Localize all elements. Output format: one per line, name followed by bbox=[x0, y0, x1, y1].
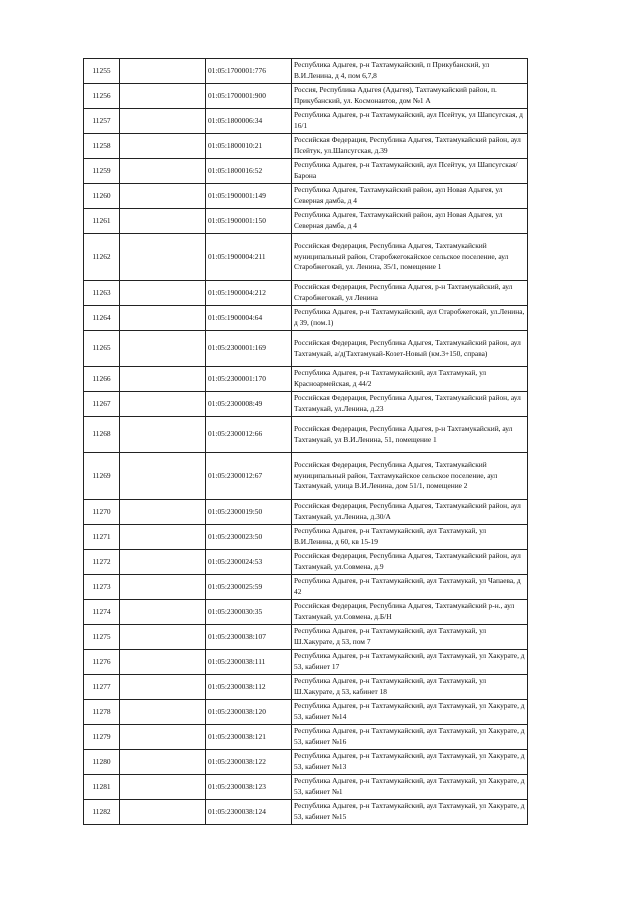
empty-cell bbox=[120, 417, 206, 453]
address-cell: Республика Адыгея, р-н Тахтамукайский, аул Тахтамукай, ул Хакурате, д 53, кабинет 17 bbox=[292, 650, 528, 675]
empty-cell bbox=[120, 600, 206, 625]
row-number-cell: 11265 bbox=[84, 331, 120, 367]
cadastral-number-cell: 01:05:2300038:107 bbox=[206, 625, 292, 650]
address-cell: Республика Адыгея, р-н Тахтамукайский, аул Тахтамукай, ул Чапаева, д 42 bbox=[292, 575, 528, 600]
cadastral-number-cell: 01:05:2300038:120 bbox=[206, 700, 292, 725]
row-number-cell: 11269 bbox=[84, 453, 120, 500]
table-row bbox=[84, 59, 528, 84]
address-cell: Российская Федерация, Республика Адыгея, Тахтамукайский район, аул Тахтамукай, ул.Совмена, д.9 bbox=[292, 550, 528, 575]
empty-cell bbox=[120, 550, 206, 575]
table-row bbox=[84, 675, 528, 700]
row-number-cell: 11282 bbox=[84, 800, 120, 825]
table-row bbox=[84, 600, 528, 625]
cadastral-number-cell: 01:05:2300038:122 bbox=[206, 750, 292, 775]
table-row bbox=[84, 550, 528, 575]
table-row bbox=[84, 281, 528, 306]
empty-cell bbox=[120, 306, 206, 331]
table-row bbox=[84, 650, 528, 675]
row-number-cell: 11280 bbox=[84, 750, 120, 775]
cadastral-number-cell: 01:05:1800006:34 bbox=[206, 109, 292, 134]
cadastral-number-cell: 01:05:2300001:170 bbox=[206, 367, 292, 392]
address-cell: Российская Федерация, Республика Адыгея, Тахтамукайский район, аул Тахтамукай, ул.Ленина, д.30/А bbox=[292, 500, 528, 525]
cadastral-number-cell: 01:05:2300030:35 bbox=[206, 600, 292, 625]
table-row bbox=[84, 625, 528, 650]
table-row bbox=[84, 209, 528, 234]
row-number-cell: 11274 bbox=[84, 600, 120, 625]
cadastral-number-cell: 01:05:2300023:50 bbox=[206, 525, 292, 550]
empty-cell bbox=[120, 367, 206, 392]
table-row bbox=[84, 500, 528, 525]
property-table bbox=[83, 58, 528, 825]
cadastral-number-cell: 01:05:2300038:112 bbox=[206, 675, 292, 700]
cadastral-number-cell: 01:05:1800016:52 bbox=[206, 159, 292, 184]
row-number-cell: 11281 bbox=[84, 775, 120, 800]
empty-cell bbox=[120, 159, 206, 184]
cadastral-number-cell: 01:05:2300012:67 bbox=[206, 453, 292, 500]
cadastral-number-cell: 01:05:1800010:21 bbox=[206, 134, 292, 159]
address-cell: Российская Федерация, Республика Адыгея, Тахтамукайский район, аул Тахтамукай, а/д(Тахтамукай-Козет-Новый (км.3+150, справа) bbox=[292, 331, 528, 367]
property-table-body bbox=[84, 59, 528, 825]
table-row bbox=[84, 367, 528, 392]
row-number-cell: 11263 bbox=[84, 281, 120, 306]
address-cell: Республика Адыгея, р-н Тахтамукайский, аул Тахтамукай, ул В.И.Ленина, д 60, кв 15-19 bbox=[292, 525, 528, 550]
cadastral-number-cell: 01:05:2300025:59 bbox=[206, 575, 292, 600]
table-row bbox=[84, 775, 528, 800]
row-number-cell: 11268 bbox=[84, 417, 120, 453]
cadastral-number-cell: 01:05:1700001:900 bbox=[206, 84, 292, 109]
row-number-cell: 11273 bbox=[84, 575, 120, 600]
row-number-cell: 11261 bbox=[84, 209, 120, 234]
table-row bbox=[84, 306, 528, 331]
address-cell: Российская Федерация, Республика Адыгея, Тахтамукайский р-н., аул Тахтамукай, ул.Совмена, д.Б/Н bbox=[292, 600, 528, 625]
empty-cell bbox=[120, 500, 206, 525]
row-number-cell: 11279 bbox=[84, 725, 120, 750]
empty-cell bbox=[120, 525, 206, 550]
address-cell: Российская Федерация, Республика Адыгея, р-н Тахтамукайский, аул Старобжегокай, ул Ленина bbox=[292, 281, 528, 306]
cadastral-number-cell: 01:05:1900001:149 bbox=[206, 184, 292, 209]
empty-cell bbox=[120, 750, 206, 775]
empty-cell bbox=[120, 134, 206, 159]
row-number-cell: 11267 bbox=[84, 392, 120, 417]
cadastral-number-cell: 01:05:2300038:111 bbox=[206, 650, 292, 675]
empty-cell bbox=[120, 281, 206, 306]
cadastral-number-cell: 01:05:2300019:50 bbox=[206, 500, 292, 525]
cadastral-number-cell: 01:05:2300038:121 bbox=[206, 725, 292, 750]
row-number-cell: 11257 bbox=[84, 109, 120, 134]
empty-cell bbox=[120, 453, 206, 500]
row-number-cell: 11271 bbox=[84, 525, 120, 550]
address-cell: Республика Адыгея, р-н Тахтамукайский, аул Тахтамукай, ул Хакурате, д 53, кабинет №15 bbox=[292, 800, 528, 825]
address-cell: Россия, Республика Адыгея (Адыгея), Тахтамукайский район, п. Прикубанский, ул. Космонавтов, дом №1 А bbox=[292, 84, 528, 109]
cadastral-number-cell: 01:05:2300038:123 bbox=[206, 775, 292, 800]
address-cell: Республика Адыгея, р-н Тахтамукайский, аул Тахтамукай, ул Хакурате, д 53, кабинет №14 bbox=[292, 700, 528, 725]
table-row bbox=[84, 84, 528, 109]
row-number-cell: 11259 bbox=[84, 159, 120, 184]
empty-cell bbox=[120, 700, 206, 725]
row-number-cell: 11278 bbox=[84, 700, 120, 725]
row-number-cell: 11277 bbox=[84, 675, 120, 700]
cadastral-number-cell: 01:05:1900004:64 bbox=[206, 306, 292, 331]
cadastral-number-cell: 01:05:2300038:124 bbox=[206, 800, 292, 825]
table-row bbox=[84, 134, 528, 159]
address-cell: Республика Адыгея, р-н Тахтамукайский, аул Тахтамукай, ул Красноармейская, д 44/2 bbox=[292, 367, 528, 392]
row-number-cell: 11260 bbox=[84, 184, 120, 209]
empty-cell bbox=[120, 184, 206, 209]
table-row bbox=[84, 453, 528, 500]
address-cell: Российская Федерация, Республика Адыгея, Тахтамукайский муниципальный район, Старобжегокайское сельское поселение, аул Старобжегокай, ул. Ленина, 35/1, помещение 1 bbox=[292, 234, 528, 281]
row-number-cell: 11262 bbox=[84, 234, 120, 281]
table-row bbox=[84, 184, 528, 209]
empty-cell bbox=[120, 625, 206, 650]
row-number-cell: 11272 bbox=[84, 550, 120, 575]
empty-cell bbox=[120, 209, 206, 234]
address-cell: Республика Адыгея, р-н Тахтамукайский, аул Тахтамукай, ул Ш.Хакурате, д 53, пом 7 bbox=[292, 625, 528, 650]
address-cell: Республика Адыгея, Тахтамукайский район, аул Новая Адыгея, ул Северная дамба, д 4 bbox=[292, 184, 528, 209]
table-row bbox=[84, 159, 528, 184]
empty-cell bbox=[120, 800, 206, 825]
address-cell: Республика Адыгея, р-н Тахтамукайский, аул Псейтук, ул Шапсугская, д 16/1 bbox=[292, 109, 528, 134]
empty-cell bbox=[120, 775, 206, 800]
table-row bbox=[84, 417, 528, 453]
table-row bbox=[84, 800, 528, 825]
empty-cell bbox=[120, 109, 206, 134]
table-row bbox=[84, 750, 528, 775]
cadastral-number-cell: 01:05:1900001:150 bbox=[206, 209, 292, 234]
address-cell: Российская Федерация, Республика Адыгея, р-н Тахтамукайский, аул Тахтамукай, ул В.И.Ленина, 51, помещение 1 bbox=[292, 417, 528, 453]
cadastral-number-cell: 01:05:2300001:169 bbox=[206, 331, 292, 367]
address-cell: Российская Федерация, Республика Адыгея, Тахтамукайский муниципальный район, Тахтамукайское сельское поселение, аул Тахтамукай, улица В.И.Ленина, дом 51/1, помещение 2 bbox=[292, 453, 528, 500]
address-cell: Республика Адыгея, р-н Тахтамукайский, аул Тахтамукай, ул Хакурате, д 53, кабинет №1 bbox=[292, 775, 528, 800]
empty-cell bbox=[120, 59, 206, 84]
empty-cell bbox=[120, 331, 206, 367]
row-number-cell: 11275 bbox=[84, 625, 120, 650]
table-row bbox=[84, 700, 528, 725]
row-number-cell: 11270 bbox=[84, 500, 120, 525]
empty-cell bbox=[120, 725, 206, 750]
row-number-cell: 11256 bbox=[84, 84, 120, 109]
address-cell: Российская Федерация, Республика Адыгея, Тахтамукайский район, аул Псейтук, ул.Шапсугская, д.39 bbox=[292, 134, 528, 159]
cadastral-number-cell: 01:05:2300012:66 bbox=[206, 417, 292, 453]
empty-cell bbox=[120, 234, 206, 281]
empty-cell bbox=[120, 650, 206, 675]
cadastral-number-cell: 01:05:2300008:49 bbox=[206, 392, 292, 417]
cadastral-number-cell: 01:05:2300024:53 bbox=[206, 550, 292, 575]
address-cell: Республика Адыгея, р-н Тахтамукайский, аул Псейтук, ул Шапсугская/Барона bbox=[292, 159, 528, 184]
table-row bbox=[84, 392, 528, 417]
row-number-cell: 11264 bbox=[84, 306, 120, 331]
address-cell: Республика Адыгея, р-н Тахтамукайский, п Прикубанский, ул В.И.Ленина, д 4, пом 6,7,8 bbox=[292, 59, 528, 84]
table-row bbox=[84, 725, 528, 750]
address-cell: Республика Адыгея, Тахтамукайский район, аул Новая Адыгея, ул Северная дамба, д 4 bbox=[292, 209, 528, 234]
address-cell: Российская Федерация, Республика Адыгея, Тахтамукайский район, аул Тахтамукай, ул.Ленина, д.23 bbox=[292, 392, 528, 417]
cadastral-number-cell: 01:05:1900004:212 bbox=[206, 281, 292, 306]
table-row bbox=[84, 331, 528, 367]
empty-cell bbox=[120, 392, 206, 417]
address-cell: Республика Адыгея, р-н Тахтамукайский, аул Старобжегокай, ул.Ленина, д 39, (пом.1) bbox=[292, 306, 528, 331]
row-number-cell: 11255 bbox=[84, 59, 120, 84]
row-number-cell: 11276 bbox=[84, 650, 120, 675]
table-row bbox=[84, 575, 528, 600]
table-row bbox=[84, 234, 528, 281]
address-cell: Республика Адыгея, р-н Тахтамукайский, аул Тахтамукай, ул Ш.Хакурате, д 53, кабинет 18 bbox=[292, 675, 528, 700]
table-row bbox=[84, 525, 528, 550]
address-cell: Республика Адыгея, р-н Тахтамукайский, аул Тахтамукай, ул Хакурате, д 53, кабинет №13 bbox=[292, 750, 528, 775]
empty-cell bbox=[120, 575, 206, 600]
cadastral-number-cell: 01:05:1900004:211 bbox=[206, 234, 292, 281]
row-number-cell: 11266 bbox=[84, 367, 120, 392]
cadastral-number-cell: 01:05:1700001:776 bbox=[206, 59, 292, 84]
row-number-cell: 11258 bbox=[84, 134, 120, 159]
table-row bbox=[84, 109, 528, 134]
empty-cell bbox=[120, 84, 206, 109]
address-cell: Республика Адыгея, р-н Тахтамукайский, аул Тахтамукай, ул Хакурате, д 53, кабинет №16 bbox=[292, 725, 528, 750]
empty-cell bbox=[120, 675, 206, 700]
